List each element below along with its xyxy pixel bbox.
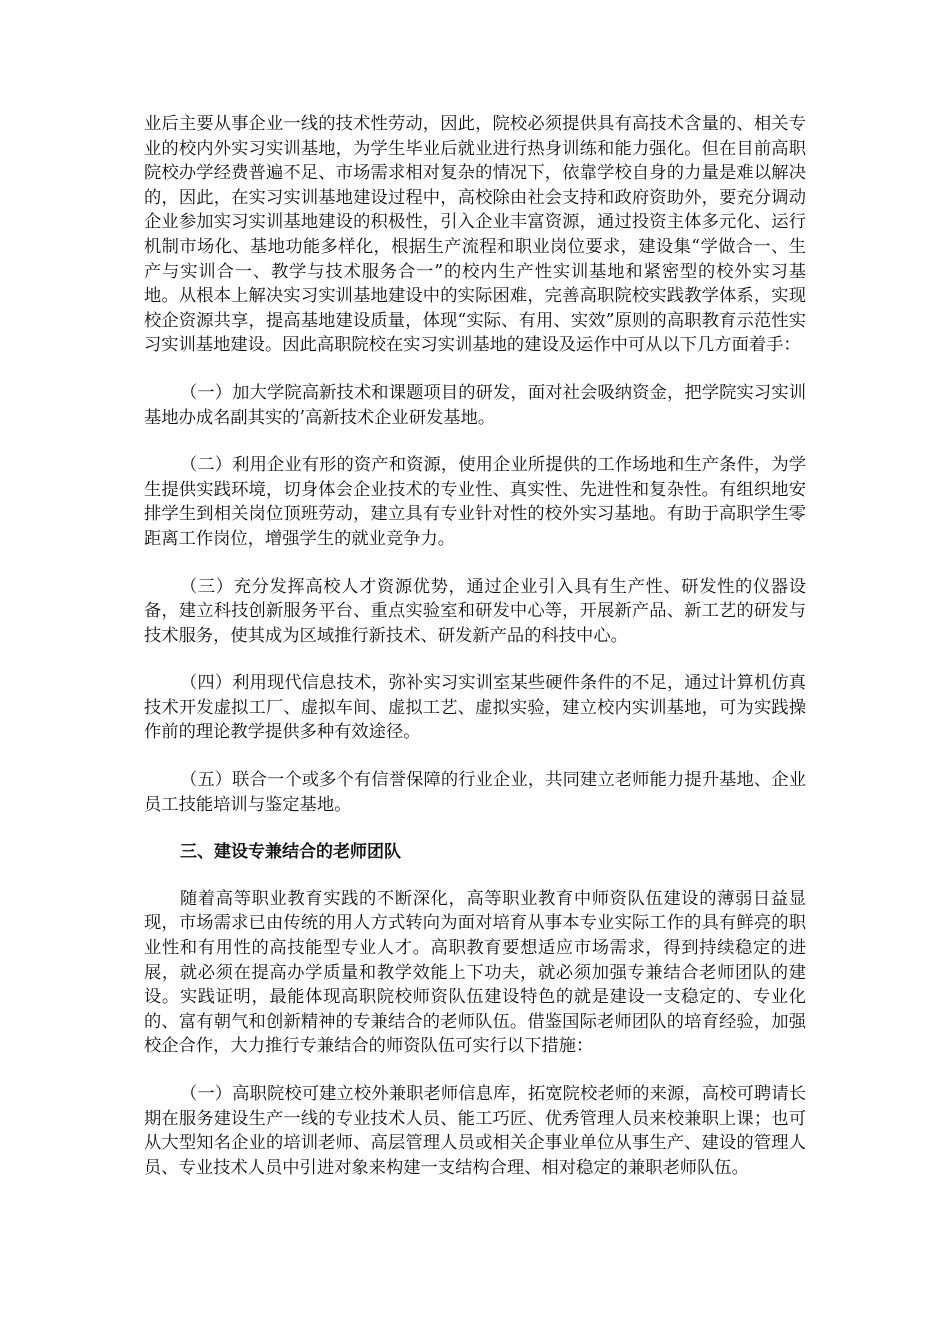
list-item-paragraph: （一）高职院校可建立校外兼职老师信息库，拓宽院校老师的来源，高校可聘请长期在服务建设生产一线的专业技术人员、能工巧匠、优秀管理人员来校兼职上课；也可从大型知名企业的培训老师、高层管理人员或相关企事业单位从事生产、建设的管理人员、专业技术人员中引进对象来构建一支结构合理、相对稳定的兼职老师队伍。 (144, 1084, 806, 1178)
body-paragraph: 随着高等职业教育实践的不断深化，高等职业教育中师资队伍建设的薄弱日益显现，市场需求已由传统的用人方式转向为面对培育从事本专业实际工作的具有鲜亮的职业性和有用性的高技能型专业人才。高职教育要想适应市场需求，得到持续稳定的进展，就必须在提高办学质量和教学效能上下功夫，就必须加强专兼结合老师团队的建设。实践证明，最能体现高职院校师资队伍建设特色的就是建设一支稳定的、专业化的、富有朝气和创新精神的专兼结合的老师队伍。借鉴国际老师团队的培育经验，加强校企合作，大力推行专兼结合的师资队伍可实行以下措施： (144, 888, 806, 1057)
list-item-paragraph: （三）充分发挥高校人才资源优势，通过企业引入具有生产性、研发性的仪器设备，建立科技创新服务平台、重点实验室和研发中心等，开展新产品、新工艺的研发与技术服务，使其成为区域推行新技术、研发新产品的科技中心。 (144, 576, 806, 646)
list-item-paragraph: （二）利用企业有形的资产和资源，使用企业所提供的工作场地和生产条件，为学生提供实践环境，切身体会企业技术的专业性、真实性、先进性和复杂性。有组织地安排学生到相关岗位顶班劳动，建立具有专业针对性的校外实习基地。有助于高职学生零距离工作岗位，增强学生的就业竞争力。 (144, 455, 806, 549)
list-item-paragraph: （一）加大学院高新技术和课题项目的研发，面对社会吸纳资金，把学院实习实训基地办成名副其实的’高新技术企业研发基地。 (144, 382, 806, 428)
list-item-paragraph: （五）联合一个或多个有信誉保障的行业企业，共同建立老师能力提升基地、企业员工技能培训与鉴定基地。 (144, 770, 806, 815)
document-page (144, 112, 806, 1203)
list-item-paragraph: （四）利用现代信息技术，弥补实习实训室某些硬件条件的不足，通过计算机仿真技术开发虚拟工厂、虚拟车间、虚拟工艺、虚拟实验，建立校内实训基地，可为实践操作前的理论教学提供多种有效途径。 (144, 673, 806, 743)
section-heading: 三、建设专兼结合的老师团队 (180, 842, 401, 863)
body-paragraph: 业后主要从事企业一线的技术性劳动，因此，院校必须提供具有高技术含量的、相关专业的校内外实习实训基地，为学生毕业后就业进行热身训练和能力强化。但在目前高职院校办学经费普遍不足、市场需求相对复杂的情况下，依靠学校自身的力量是难以解决的，因此，在实习实训基地建设过程中，高校除由社会支持和政府资助外，要充分调动企业参加实习实训基地建设的积极性，引入企业丰富资源，通过投资主体多元化、运行机制市场化、基地功能多样化，根据生产流程和职业岗位要求，建设集“学做合一、生产与实训合一、教学与技术服务合一”的校内生产性实训基地和紧密型的校外实习基地。从根本上解决实习实训基地建设中的实际困难，完善高职院校实践教学体系，实现校企资源共享，提高基地建设质量，体现“实际、有用、实效”原则的高职教育示范性实习实训基地建设。因此高职院校在实习实训基地的建设及运作中可从以下几方面着手： (144, 114, 806, 356)
